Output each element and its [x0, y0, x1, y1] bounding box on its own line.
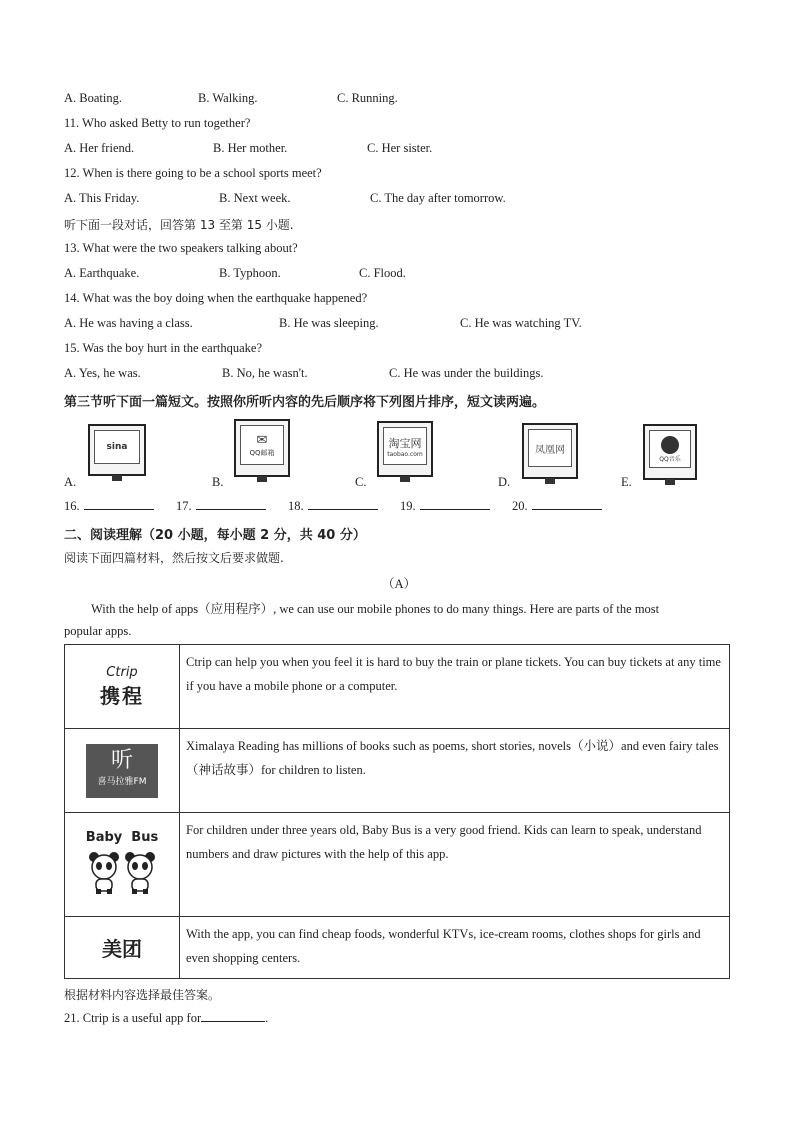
blank-19[interactable]: 19. [400, 499, 490, 514]
ctrip-description: Ctrip can help you when you feel it is hard to buy the train or plane tickets. You can buy tickets at any time if you have a mobile phone or a computer. [180, 645, 730, 729]
picture-c-label: C. [355, 475, 367, 489]
part2-instructions: 阅读下面四篇材料，然后按文后要求做题. [64, 551, 284, 565]
babybus-description: For children under three years old, Baby Bus is a very good friend. Kids can learn to speak, understand numbers and draw pictures with the help of this app. [180, 813, 730, 917]
q15-option-a: A. Yes, he was. [64, 366, 141, 380]
q15-stem: 15. Was the boy hurt in the earthquake? [64, 341, 263, 355]
section3-title: 第三节听下面一篇短文。按照你所听内容的先后顺序将下列图片排序，短文读两遍。 [64, 395, 546, 410]
q11-option-a: A. Her friend. [64, 141, 135, 155]
q13-stem: 13. What were the two speakers talking about? [64, 241, 298, 255]
passage-label: （A） [382, 577, 417, 591]
q10-option-b: B. Walking. [198, 91, 258, 105]
q12-option-c: C. The day after tomorrow. [370, 191, 506, 205]
q12-stem: 12. When is there going to be a school sports meet? [64, 166, 322, 180]
blank-18[interactable]: 18. [288, 499, 378, 514]
choose-instructions: 根据材料内容选择最佳答案。 [64, 988, 221, 1002]
picture-e-monitor [643, 424, 697, 480]
panda-icon [66, 849, 178, 899]
picture-d-label: D. [498, 475, 511, 489]
q15-option-c: C. He was under the buildings. [389, 366, 544, 380]
q14-option-c: C. He was watching TV. [460, 316, 582, 330]
table-row [65, 917, 730, 979]
picture-b-label: B. [212, 475, 224, 489]
blank-16[interactable]: 16. [64, 499, 154, 514]
table-row [65, 645, 730, 729]
passage-intro-line1: With the help of apps（应用程序）, we can use our mobile phones to do many things. Here are parts of the most [91, 602, 660, 616]
qqmusic-app-icon: QQ音乐 [649, 430, 691, 468]
q14-stem: 14. What was the boy doing when the earthquake happened? [64, 291, 368, 305]
q12-option-b: B. Next week. [219, 191, 291, 205]
babybus-logo: Baby Bus [65, 813, 180, 917]
table-row [65, 729, 730, 813]
meituan-logo: 美团 [65, 917, 180, 979]
picture-c-monitor [377, 421, 433, 477]
ximalaya-description: Ximalaya Reading has millions of books such as poems, short stories, novels（小说）and even fairy tales（神话故事）for children to listen. [180, 729, 730, 813]
ctrip-logo: Ctrip 携程 [65, 645, 180, 729]
picture-b-monitor [234, 419, 290, 477]
q11-stem: 11. Who asked Betty to run together? [64, 116, 251, 130]
dialog-intro: 听下面一段对话，回答第 13 至第 15 小题. [64, 218, 294, 232]
blank-20[interactable]: 20. [512, 499, 602, 514]
q21-blank[interactable] [201, 1011, 265, 1022]
apps-table [64, 644, 730, 979]
q13-option-b: B. Typhoon. [219, 266, 281, 280]
q21: 21. Ctrip is a useful app for . [64, 1011, 269, 1025]
q14-option-b: B. He was sleeping. [279, 316, 379, 330]
picture-e-label: E. [621, 475, 632, 489]
q10-option-a: A. Boating. [64, 91, 122, 105]
ximalaya-logo: 听 喜马拉雅FM [65, 729, 180, 813]
meituan-description: With the app, you can find cheap foods, wonderful KTVs, ice-cream rooms, clothes shops for girls and even shopping centers. [180, 917, 730, 979]
part2-title: 二、阅读理解（20 小题，每小题 2 分，共 40 分） [64, 528, 366, 543]
q14-option-a: A. He was having a class. [64, 316, 193, 330]
picture-a-monitor [88, 424, 146, 476]
q12-option-a: A. This Friday. [64, 191, 140, 205]
passage-intro-line2: popular apps. [64, 624, 132, 638]
q11-option-c: C. Her sister. [367, 141, 433, 155]
q13-option-a: A. Earthquake. [64, 266, 140, 280]
table-row [65, 813, 730, 917]
sina-app-icon: sina [94, 430, 140, 464]
q13-option-c: C. Flood. [359, 266, 406, 280]
taobao-app-icon: 淘宝网 taobao.com [383, 427, 427, 465]
q15-option-b: B. No, he wasn't. [222, 366, 308, 380]
picture-d-monitor [522, 423, 578, 479]
q11-option-b: B. Her mother. [213, 141, 288, 155]
picture-a-label: A. [64, 475, 77, 489]
mail-app-icon: ✉ QQ邮箱 [240, 425, 284, 465]
ifeng-app-icon: 凤凰网 [528, 429, 572, 467]
q10-option-c: C. Running. [337, 91, 398, 105]
blank-17[interactable]: 17. [176, 499, 266, 514]
